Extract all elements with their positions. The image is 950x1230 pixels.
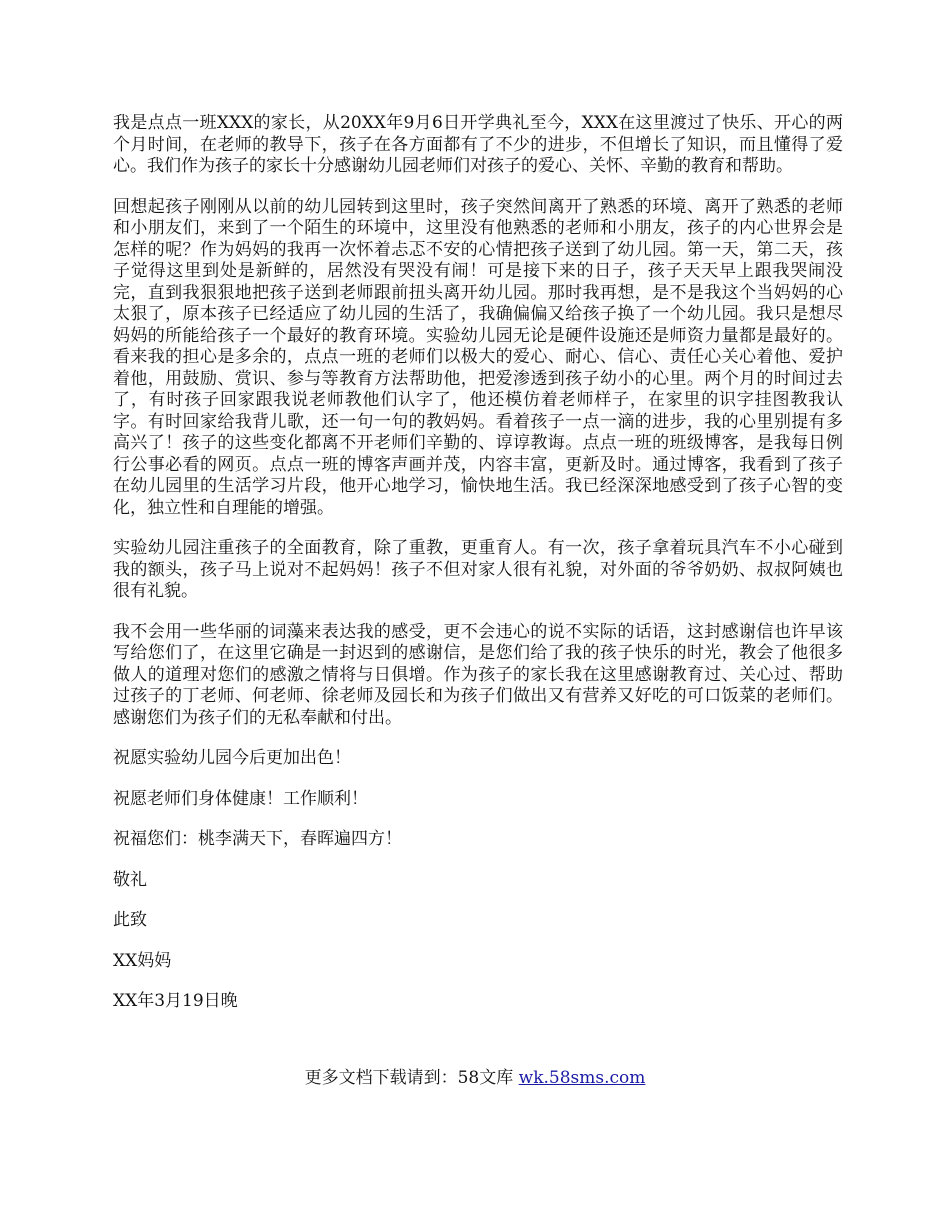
paragraph-education: 实验幼儿园注重孩子的全面教育，除了重教，更重育人。有一次，孩子拿着玩具汽车不小心碰到我的额头，孩子马上说对不起妈妈！孩子不但对家人很有礼貌，对外面的爷爷奶奶、叔叔阿姨也很有礼貌。 — [113, 538, 843, 601]
wish-kindergarten: 祝愿实验幼儿园今后更加出色！ — [113, 748, 351, 768]
footer-link[interactable]: wk.58sms.com — [518, 1068, 646, 1088]
letter-date: XX年3月19日晚 — [113, 991, 238, 1011]
paragraph-thanks: 我不会用一些华丽的词藻来表达我的感受，更不会违心的说不实际的话语，这封感谢信也许早该写给您们了，在这里它确是一封迟到的感谢信，是您们给了我的孩子快乐的时光，教会了他很多做人的道理对您们的感激之情将与日俱增。作为孩子的家长我在这里感谢教育过、关心过、帮助过孩子的丁老师、何老师、徐老师及园长和为孩子们做出又有营养又好吃的可口饭菜的老师们。感谢您们为孩子们的无私奉献和付出。 — [113, 621, 843, 728]
footer-prefix: 更多文档下载请到：58文库 — [304, 1068, 519, 1088]
paragraph-intro: 我是点点一班XXX的家长，从20XX年9月6日开学典礼至今，XXX在这里渡过了快乐、开心的两个月时间，在老师的教导下，孩子在各方面都有了不少的进步，不但增长了知识，而且懂得了爱心。我们作为孩子的家长十分感谢幼儿园老师们对孩子的爱心、关怀、辛勤的教育和帮助。 — [113, 113, 843, 176]
closing-to: 此致 — [113, 910, 147, 930]
wish-teachers: 祝愿老师们身体健康！工作顺利！ — [113, 788, 368, 809]
download-footer — [0, 1068, 950, 1089]
paragraph-recollection: 回想起孩子刚刚从以前的幼儿园转到这里时，孩子突然间离开了熟悉的环境、离开了熟悉的老师和小朋友们，来到了一个陌生的环境中，这里没有他熟悉的老师和小朋友，孩子的内心世界会是怎样的呢？作为妈妈的我再一次怀着忐忑不安的心情把孩子送到了幼儿园。第一天，第二天，孩子觉得这里到处是新鲜的，居然没有哭没有闹！可是接下来的日子，孩子天天早上跟我哭闹没完，直到我狠狠地把孩子送到老师跟前扭头离开幼儿园。那时我再想，是不是我这个当妈妈的心太狠了，原本孩子已经适应了幼儿园的生活了，我确偏偏又给孩子换了一个幼儿园。我只是想尽妈妈的所能给孩子一个最好的教育环境。实验幼儿园无论是硬件设施还是师资力量都是最好的。看来我的担心是多余的，点点一班的老师们以极大的爱心、耐心、信心、责任心关心着他、爱护着他，用鼓励、赏识、参与等教育方法帮助他，把爱渗透到孩子幼小的心里。两个月的时间过去了，有时孩子回家跟我说老师教他们认字了，他还模仿着老师样子，在家里的识字挂图教我认字。有时回家给我背儿歌，还一句一句的教妈妈。看着孩子一点一滴的进步，我的心里别提有多高兴了！孩子的这些变化都离不开老师们辛勤的、谆谆教诲。点点一班的班级博客，是我每日例行公事必看的网页。点点一班的博客声画并茂，内容丰富，更新及时。通过博客，我看到了孩子在幼儿园里的生活学习片段，他开心地学习，愉快地生活。我已经深深地感受到了孩子心智的变化，独立性和自理能的增强。 — [113, 196, 843, 518]
signature: XX妈妈 — [113, 950, 172, 971]
letter-body — [113, 113, 843, 1032]
closing-salute: 敬礼 — [113, 869, 147, 890]
wish-blessing: 祝福您们：桃李满天下，春晖遍四方！ — [113, 829, 402, 849]
